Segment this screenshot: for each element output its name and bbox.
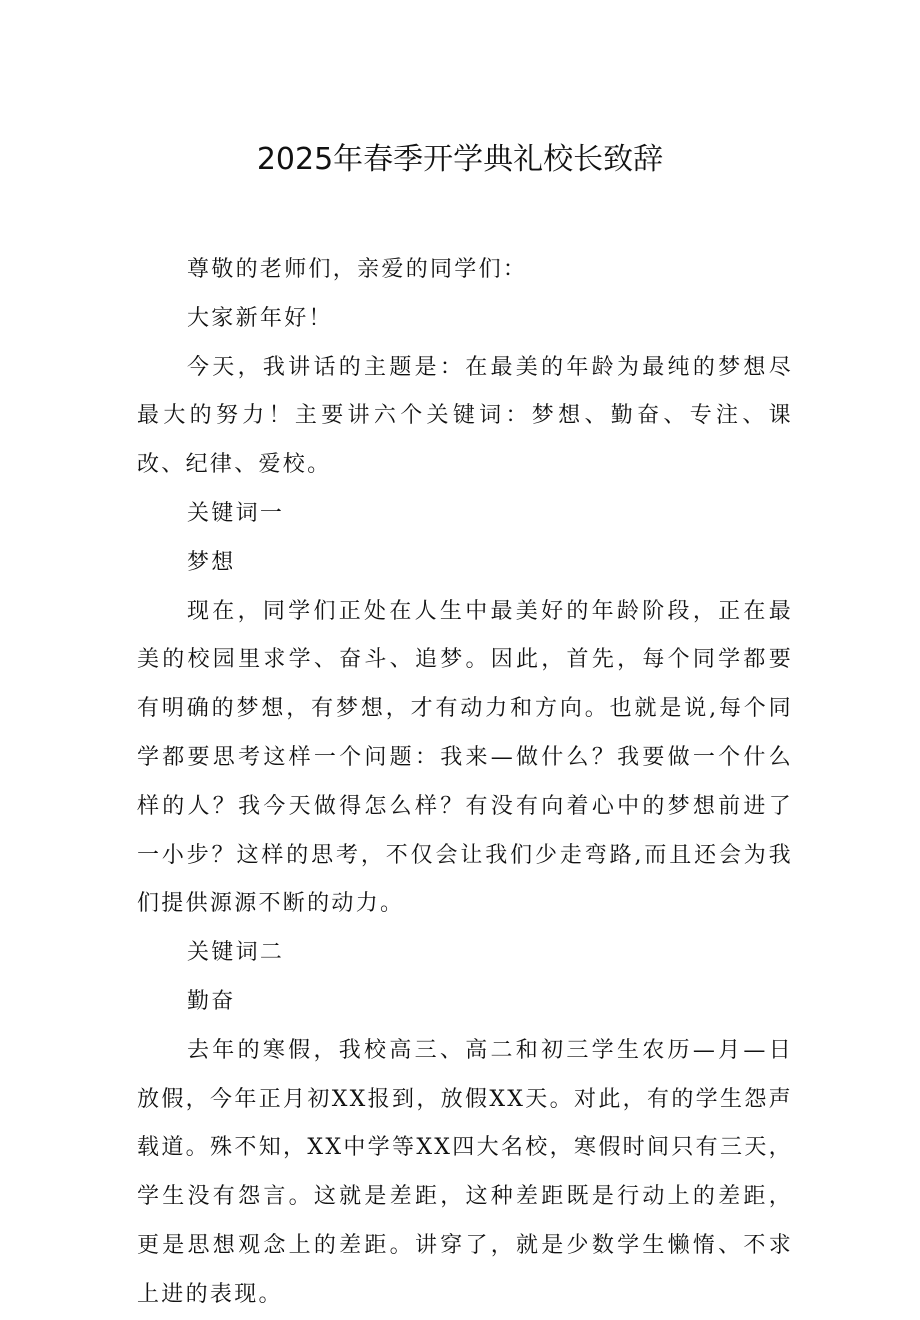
greeting: 大家新年好！ — [187, 305, 333, 331]
document-body — [137, 246, 793, 1320]
dream-paragraph: 现在，同学们正处在人生中最美好的年龄阶段，正在最美的校园里求学、奋斗、追梦。因此，首先，每个同学都要有明确的梦想，有梦想，才有动力和方向。也就是说,每个同学都要思考这样一个问题：我来—做什么？我要做一个什么样的人？我今天做得怎么样？有没有向着心中的梦想前进了一小步？这样的思考，不仅会让我们少走弯路,而且还会为我们提供源源不断的动力。 — [137, 598, 793, 917]
intro-paragraph: 今天，我讲话的主题是：在最美的年龄为最纯的梦想尽最大的努力！主要讲六个关键词：梦想、勤奋、专注、课改、纪律、爱校。 — [137, 354, 793, 478]
keyword-title-1: 梦想 — [187, 549, 236, 575]
keyword-heading-1: 关键词一 — [187, 500, 285, 526]
keyword-heading-2: 关键词二 — [187, 940, 285, 966]
salutation: 尊敬的老师们，亲爱的同学们： — [187, 257, 528, 282]
keyword-title-2: 勤奋 — [187, 988, 236, 1014]
document-title: 2025年春季开学典礼校长致辞 — [256, 142, 664, 177]
diligence-paragraph: 去年的寒假，我校高三、高二和初三学生农历—月—日放假，今年正月初XX报到，放假XX天。对此，有的学生怨声载道。殊不知，XX中学等XX四大名校，寒假时间只有三天，学生没有怨言。这就是差距，这种差距既是行动上的差距，更是思想观念上的差距。讲穿了，就是少数学生懒惰、不求上进的表现。 — [137, 1037, 793, 1307]
